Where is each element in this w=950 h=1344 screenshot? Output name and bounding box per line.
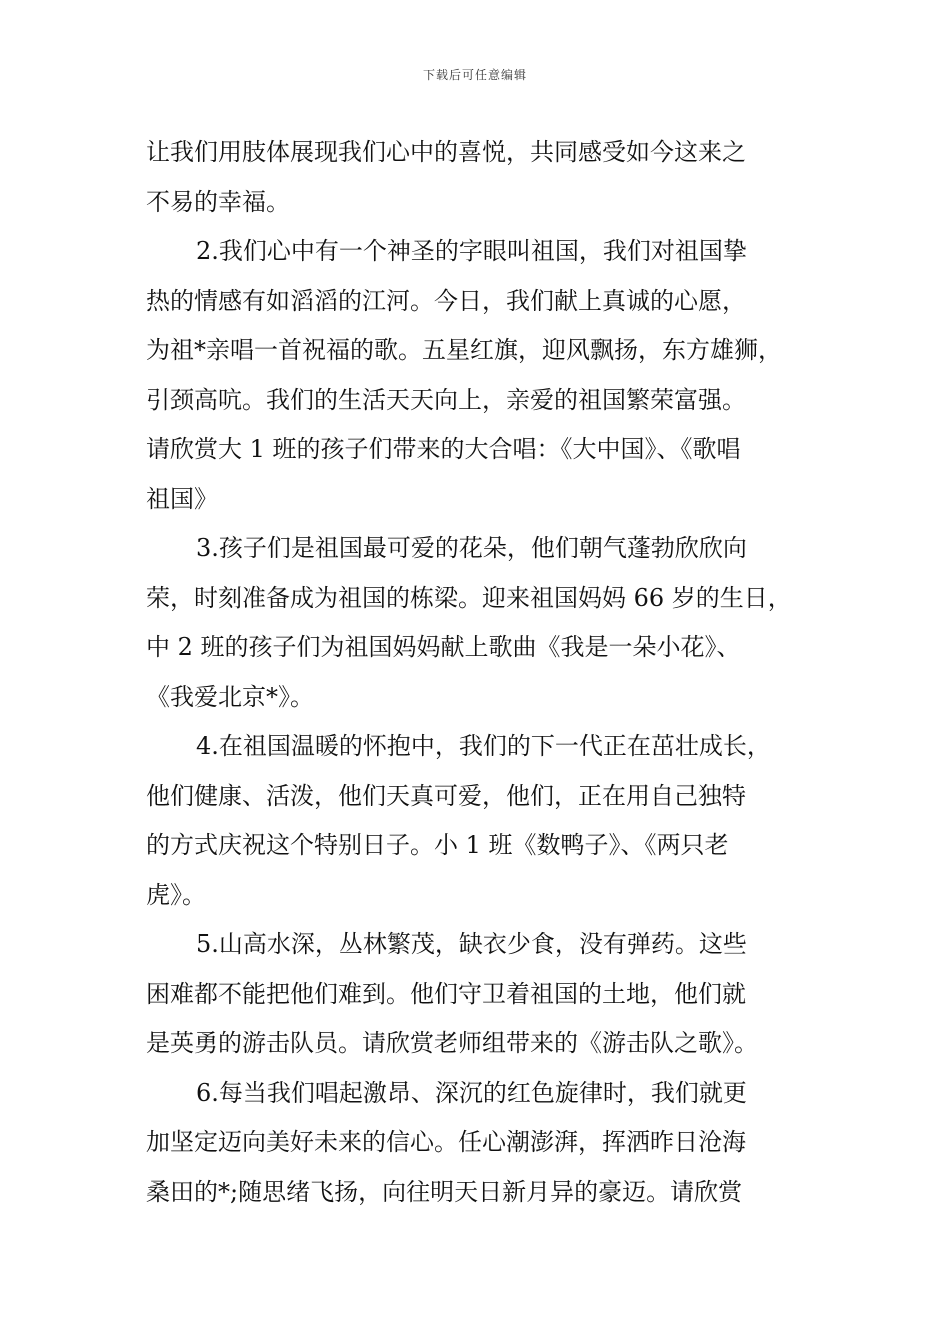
text-line: 中 2 班的孩子们为祖国妈妈献上歌曲《我是一朵小花》、 — [146, 633, 741, 661]
text-line: 加坚定迈向美好未来的信心。任心潮澎湃，挥洒昨日沧海 — [146, 1128, 746, 1156]
text-line: 引颈高吭。我们的生活天天向上，亲爱的祖国繁荣富强。 — [146, 385, 746, 414]
text-line: 是英勇的游击队员。请欣赏老师组带来的《游击队之歌》。 — [146, 1029, 758, 1057]
text-line: 困难都不能把他们难到。他们守卫着祖国的土地，他们就 — [146, 979, 746, 1008]
text-line: 热的情感有如滔滔的江河。今日，我们献上真诚的心愿， — [146, 286, 746, 315]
text-line: 请欣赏大 1 班的孩子们带来的大合唱：《大中国》、《歌唱 — [146, 435, 741, 463]
text-line: 4.在祖国温暖的怀抱中，我们的下一代正在茁壮成长， — [196, 732, 771, 760]
text-line: 6.每当我们唱起激昂、深沉的红色旋律时，我们就更 — [196, 1078, 747, 1107]
text-line: 他们健康、活泼，他们天真可爱，他们，正在用自己独特 — [146, 781, 746, 810]
text-line: 5.山高水深，丛林繁茂，缺衣少食，没有弹药。这些 — [196, 930, 747, 958]
page-header: 下载后可任意编辑 — [422, 68, 527, 82]
text-line: 桑田的*;随思绪飞扬，向往明天日新月异的豪迈。请欣赏 — [146, 1177, 743, 1206]
text-line: 的方式庆祝这个特别日子。小 1 班《数鸭子》、《两只老 — [146, 831, 729, 859]
text-line: 虎》。 — [146, 880, 206, 909]
text-line: 3.孩子们是祖国最可爱的花朵，他们朝气蓬勃欣欣向 — [196, 534, 747, 562]
text-line: 荣，时刻准备成为祖国的栋梁。迎来祖国妈妈 66 岁的生日， — [146, 583, 792, 612]
text-line: 让我们用肢体展现我们心中的喜悦，共同感受如今这来之 — [146, 138, 746, 166]
document-body — [146, 128, 811, 1217]
text-line: 2.我们心中有一个神圣的字眼叫祖国，我们对祖国挚 — [196, 237, 747, 265]
text-line: 祖国》 — [146, 484, 218, 513]
text-line: 为祖*亲唱一首祝福的歌。五星红旗，迎风飘扬，东方雄狮， — [146, 336, 782, 364]
text-line: 《我爱北京*》。 — [146, 682, 314, 711]
text-line: 不易的幸福。 — [146, 187, 290, 216]
